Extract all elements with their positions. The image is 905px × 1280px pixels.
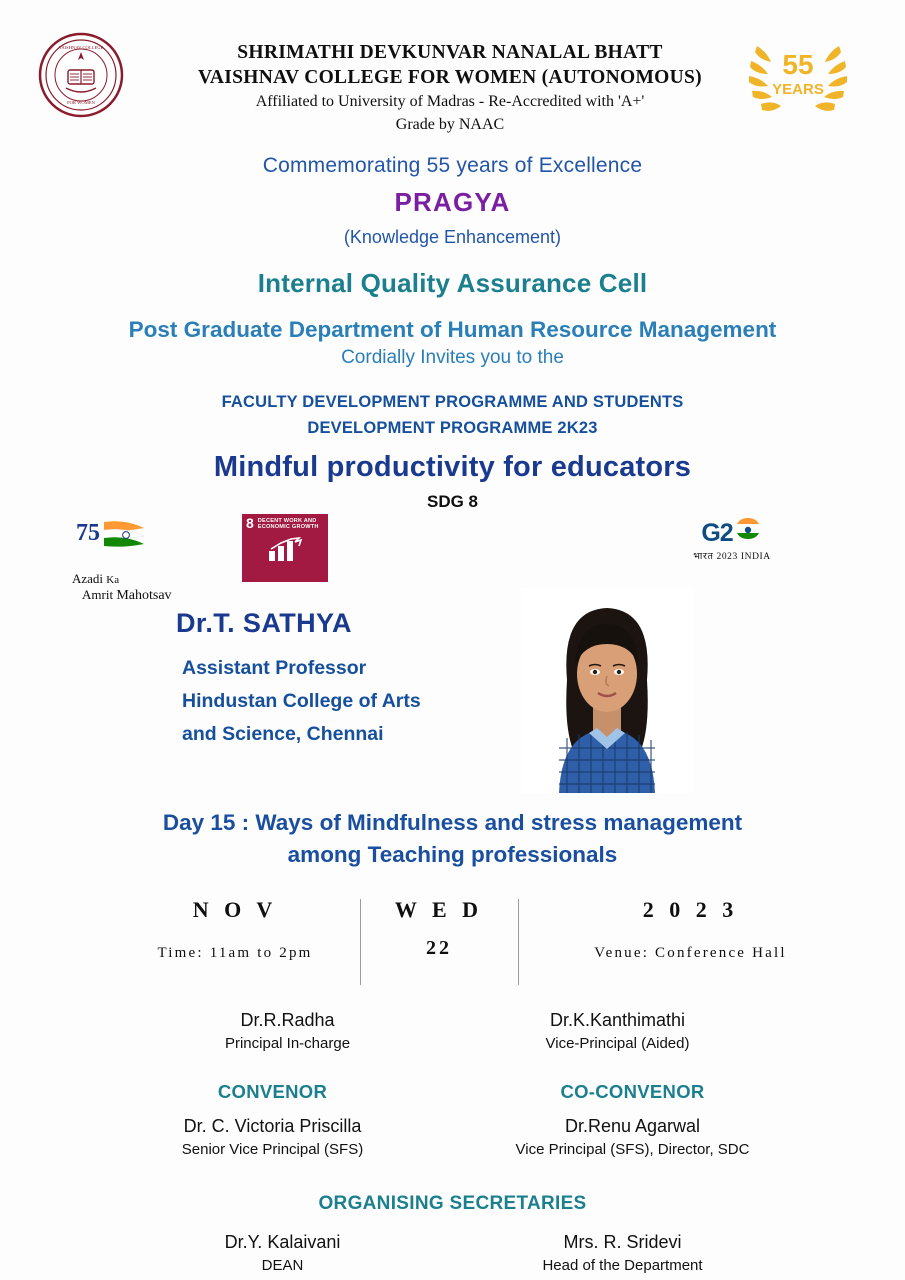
g20-lotus-icon	[733, 516, 763, 549]
date-time-venue-row	[0, 897, 905, 993]
weekday-date-column	[360, 897, 518, 960]
programme-title-line-1: FACULTY DEVELOPMENT PROGRAMME AND STUDENTS	[221, 393, 684, 411]
convenors-row	[0, 1113, 905, 1161]
organiser-title-2: Head of the Department	[542, 1257, 703, 1274]
event-year: 2 0 2 3	[642, 897, 739, 922]
g20-text: G2	[701, 518, 733, 547]
organiser-cell-2	[453, 1229, 793, 1277]
event-time: Time: 11am to 2pm	[157, 945, 313, 961]
principal-name: Dr.R.Radha	[240, 1010, 335, 1030]
co-convenor-title: Vice Principal (SFS), Director, SDC	[515, 1141, 750, 1158]
sdg-title: DECENT WORK AND ECONOMIC GROWTH	[257, 518, 319, 531]
pragya-subtitle: (Knowledge Enhancement)	[343, 227, 562, 247]
affiliation-line-2: Grade by NAAC	[395, 116, 505, 133]
g20-subtitle: भारत 2023 INDIA	[693, 552, 771, 562]
speaker-designation-line-3: and Science, Chennai	[182, 723, 384, 745]
principal-cell	[123, 1007, 453, 1055]
vice-principal-cell	[453, 1007, 783, 1055]
co-convenor-cell	[453, 1113, 813, 1161]
azadi-word-mahotsav: Mahotsav	[116, 588, 172, 603]
invitation-text: Cordially Invites you to the	[341, 347, 564, 368]
affiliation-line-1: Affiliated to University of Madras - Re-Accredited with 'A+'	[255, 93, 645, 110]
svg-text:VAISHNAV COLLEGE: VAISHNAV COLLEGE	[58, 45, 104, 50]
programme-title-line-2: DEVELOPMENT PROGRAMME 2K23	[307, 419, 598, 437]
convenor-headings-row	[0, 1081, 905, 1103]
speaker-designation-line-1: Assistant Professor	[182, 657, 367, 679]
year-venue-column	[518, 897, 863, 962]
azadi-word-ka: Ka	[106, 574, 120, 586]
organiser-name-1: Dr.Y. Kalaivani	[224, 1232, 341, 1252]
college-seal-icon	[38, 32, 124, 118]
organiser-name-2: Mrs. R. Sridevi	[563, 1232, 682, 1252]
event-date: 22	[426, 937, 452, 959]
department-heading: Post Graduate Department of Human Resource Management	[128, 317, 777, 342]
growth-arrow-icon	[246, 531, 324, 568]
g20-india-logo-icon	[677, 516, 787, 562]
convenor-cell	[93, 1113, 453, 1161]
college-title-block	[140, 40, 760, 136]
badge-years-text: YEARS	[772, 81, 824, 98]
session-topic: Mindful productivity for educators	[213, 451, 692, 483]
speaker-block	[0, 588, 905, 803]
convenor-name: Dr. C. Victoria Priscilla	[183, 1116, 362, 1136]
principals-row	[0, 1007, 905, 1055]
college-name-line-1: SHRIMATHI DEVKUNVAR NANALAL BHATT	[237, 42, 663, 63]
logo-strip	[0, 514, 905, 603]
speaker-designation	[182, 652, 421, 751]
poster-header	[0, 0, 905, 140]
day-session-line-1: Day 15 : Ways of Mindfulness and stress management	[162, 810, 743, 835]
badge-number-text: 55	[782, 49, 814, 80]
co-convenor-heading: CO-CONVENOR	[560, 1081, 705, 1102]
commemorating-text: Commemorating 55 years of Excellence	[262, 154, 643, 177]
officials-block	[0, 1007, 905, 1277]
intro-block	[0, 154, 905, 512]
organiser-cell-1	[113, 1229, 453, 1277]
sdg-label: SDG 8	[426, 492, 479, 511]
organiser-title-1: DEAN	[261, 1257, 304, 1274]
co-convenor-name: Dr.Renu Agarwal	[564, 1116, 701, 1136]
vice-principal-title: Vice-Principal (Aided)	[545, 1035, 690, 1052]
pragya-title: PRAGYA	[394, 187, 511, 217]
month-time-column	[110, 897, 360, 962]
sdg-number: 8	[246, 515, 254, 531]
azadi-ka-amrit-mahotsav-icon	[70, 516, 200, 603]
azadi-word-2: Amrit	[82, 587, 114, 602]
organising-secretaries-heading: ORGANISING SECRETARIES	[318, 1193, 587, 1214]
principal-title: Principal In-charge	[224, 1035, 351, 1052]
speaker-name: Dr.T. SATHYA	[176, 608, 352, 638]
convenor-heading: CONVENOR	[217, 1081, 328, 1102]
event-weekday: W E D	[394, 897, 484, 922]
organisers-row	[0, 1229, 905, 1277]
college-name-line-2: VAISHNAV COLLEGE FOR WOMEN (AUTONOMOUS)	[198, 67, 702, 88]
convenor-title: Senior Vice Principal (SFS)	[181, 1141, 364, 1158]
speaker-photo	[521, 588, 693, 793]
vice-principal-name: Dr.K.Kanthimathi	[549, 1010, 686, 1030]
azadi-word-1: Azadi	[72, 571, 104, 586]
day-session-line-2: among Teaching professionals	[287, 842, 618, 867]
day-session-title	[0, 807, 905, 871]
speaker-designation-line-2: Hindustan College of Arts	[182, 690, 421, 712]
event-month: N O V	[192, 897, 278, 922]
55-years-badge-icon	[739, 28, 857, 120]
event-venue: Venue: Conference Hall	[594, 945, 787, 961]
iqac-heading: Internal Quality Assurance Cell	[257, 268, 648, 298]
svg-text:FOR WOMEN: FOR WOMEN	[67, 100, 95, 105]
svg-text:75: 75	[76, 520, 100, 546]
sdg-8-icon	[242, 514, 328, 582]
